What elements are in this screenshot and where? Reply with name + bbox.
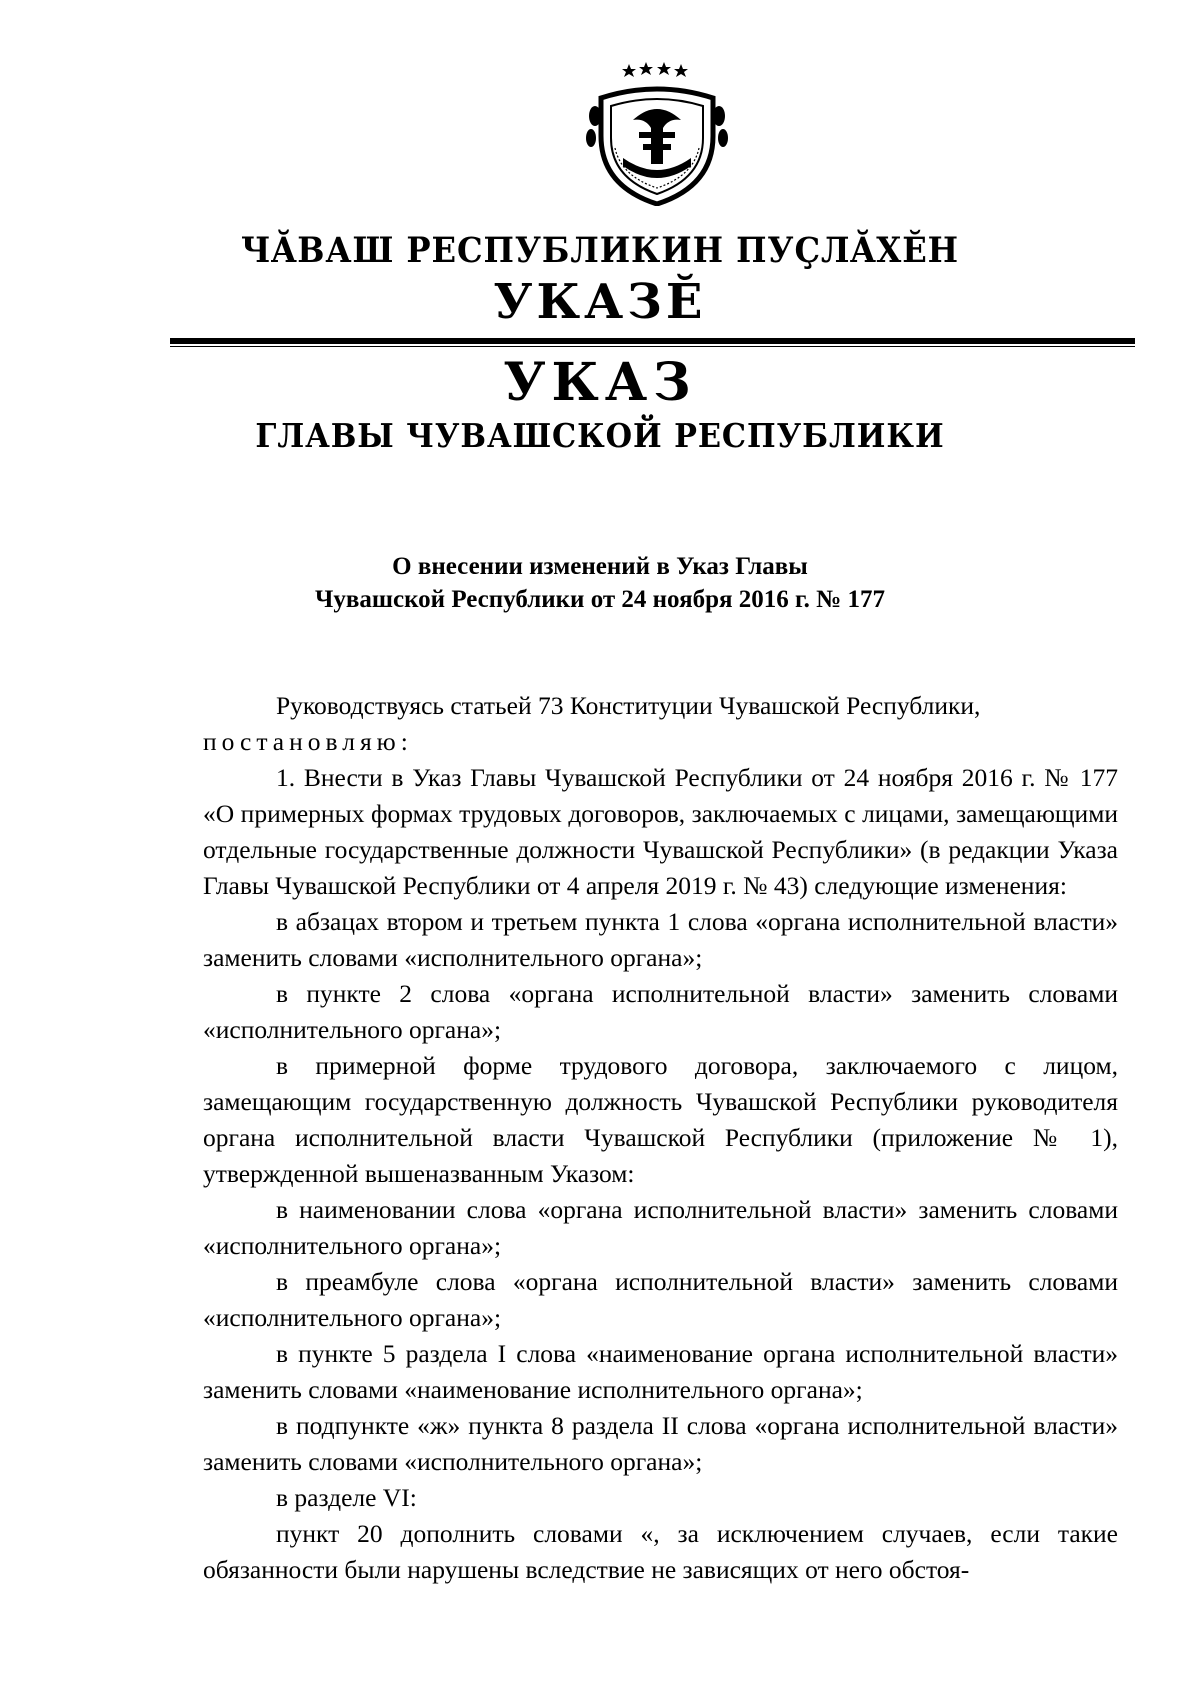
decree-subject (0, 550, 1200, 616)
paragraph-amendment-6: в пункте 5 раздела I слова «наименование органа исполнительной власти» заменить словами «наименование исполнительного органа»; (203, 1339, 1118, 1404)
paragraph-amendment-7: в подпункте «ж» пункта 8 раздела II слова «органа исполнительной власти» заменить словами «исполнительного органа»; (203, 1411, 1118, 1476)
header-divider-thin (170, 346, 1135, 347)
decree-body (203, 688, 1118, 1588)
subject-line2: Чувашской Республики от 24 ноября 2016 г. № 177 (315, 586, 885, 613)
paragraph-amendment-3: в примерной форме трудового договора, заключаемого с лицом, замещающим государственную должность Чувашской Республики руководителя органа исполнительной власти Чувашской Республики (приложение № 1), утвержденной вышеназванным Указом: (203, 1051, 1118, 1188)
russian-heading-line1: УКАЗ (503, 352, 697, 413)
paragraph-preamble: Руководствуясь статьей 73 Конституции Чувашской Республики, (276, 691, 981, 720)
paragraph-amendment-2: в пункте 2 слова «органа исполнительной власти» заменить словами «исполнительного органа»; (203, 979, 1118, 1044)
paragraph-amendment-4: в наименовании слова «органа исполнительной власти» заменить словами «исполнительного органа»; (203, 1195, 1118, 1260)
chuvash-heading-line1: ЧĂВАШ РЕСПУБЛИКИН ПУÇЛĂХĔН (240, 230, 960, 271)
paragraph-item-20: пункт 20 дополнить словами «, за исключением случаев, если такие обязанности были нарушены вследствие не зависящих от него обстоя- (203, 1519, 1118, 1584)
header-divider-thick (170, 338, 1135, 344)
paragraph-decree-word: постановляю: (203, 727, 413, 756)
russian-heading-line2: ГЛАВЫ ЧУВАШСКОЙ РЕСПУБЛИКИ (255, 416, 945, 455)
subject-line1: О внесении изменений в Указ Главы (392, 553, 808, 580)
chuvash-republic-coat-of-arms-icon (583, 58, 731, 206)
paragraph-amendment-1: в абзацах втором и третьем пункта 1 слова «органа исполнительной власти» заменить словами «исполнительного органа»; (203, 907, 1118, 972)
paragraph-amendment-5: в преамбуле слова «органа исполнительной власти» заменить словами «исполнительного органа»; (203, 1267, 1118, 1332)
paragraph-section-6: в разделе VI: (276, 1483, 417, 1512)
chuvash-heading-line2: УКАЗĔ (493, 274, 707, 330)
paragraph-item-1: 1. Внести в Указ Главы Чувашской Республики от 24 ноября 2016 г. № 177 «О примерных формах трудовых договоров, заключаемых с лицами, замещающими отдельные государственные должности Чувашской Республики» (в редакции Указа Главы Чувашской Республики от 4 апреля 2019 г. № 43) следующие изменения: (203, 763, 1118, 900)
